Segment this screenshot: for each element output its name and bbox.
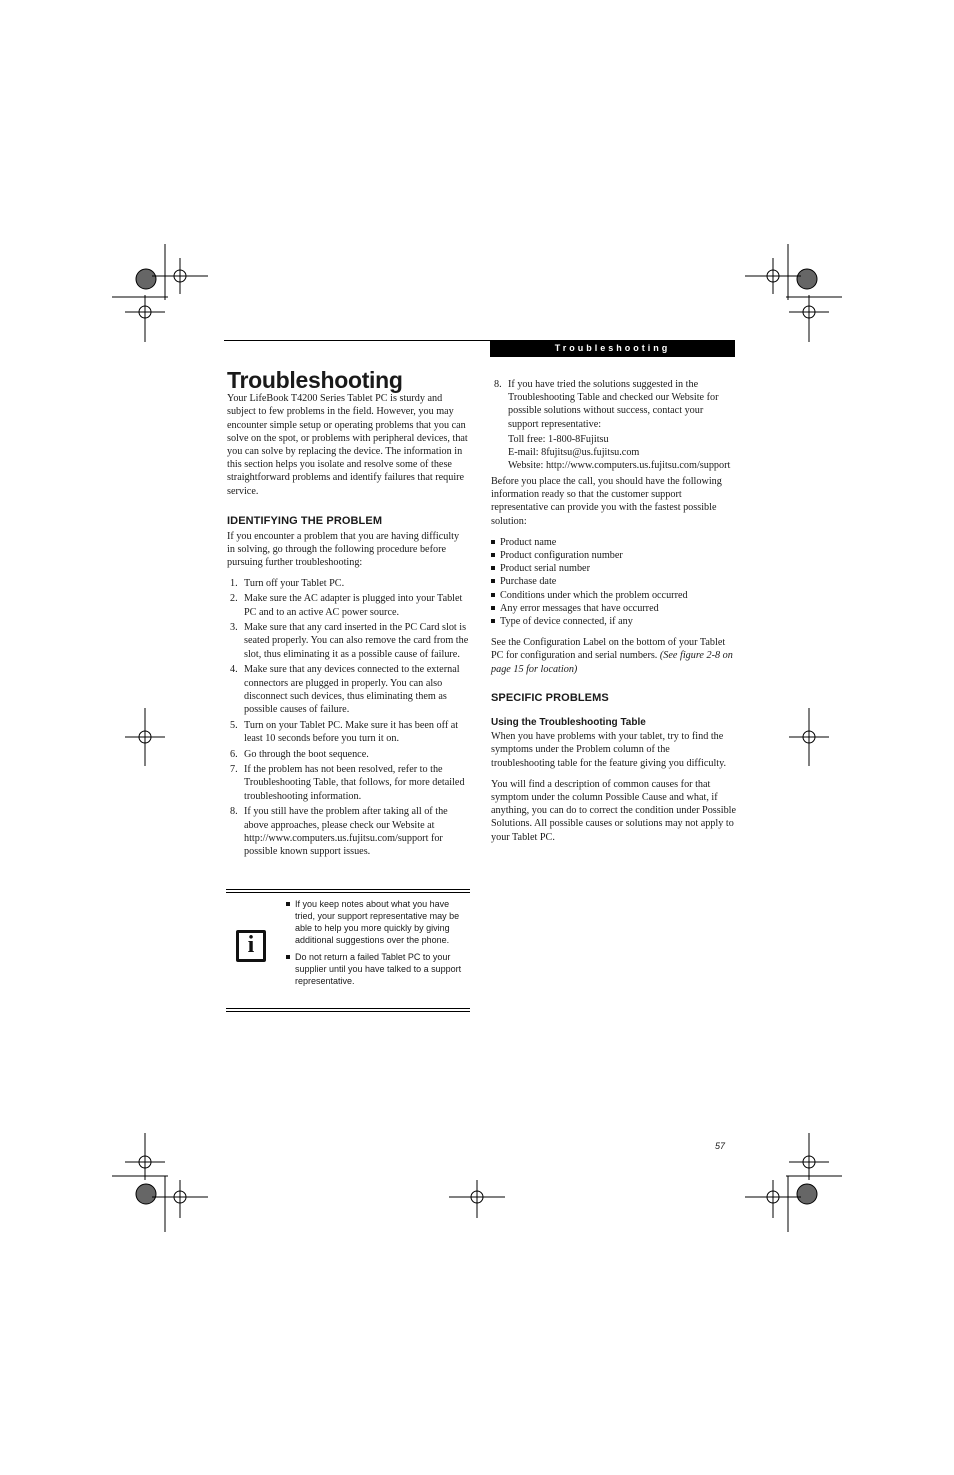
list-item: Do not return a failed Tablet PC to your supplier until you have talked to a support representative.: [286, 951, 464, 987]
list-item: 6. Go through the boot sequence.: [230, 748, 369, 760]
note-list: [286, 898, 464, 992]
note-box: [226, 889, 470, 1012]
list-item: Type of device connected, if any: [491, 615, 736, 628]
toll-free: Toll free: 1-800-8Fujitsu: [508, 433, 609, 445]
list-item: Product configuration number: [491, 549, 736, 562]
page-number: 57: [715, 1141, 726, 1151]
website: Website: http://www.computers.us.fujitsu.com/support: [508, 460, 731, 472]
list-item: Product serial number: [491, 562, 736, 575]
config-label-paragraph: See the Configuration Label on the bottom of your Tablet PC for configuration and serial numbers. (See figure 2-8 on page 15 for location): [491, 637, 733, 675]
list-item: Product name: [491, 536, 736, 549]
header-rule: [224, 340, 490, 341]
note-bottom-rule: [226, 1008, 470, 1009]
list-item: Any error messages that have occurred: [491, 602, 736, 615]
left-column: [227, 367, 469, 861]
list-item: Purchase date: [491, 575, 736, 588]
steps-list: [227, 577, 469, 859]
right-column: [491, 378, 736, 844]
list-item: 7. If the problem has not been resolved, refer to the Troubleshooting Table, that follows, for more detailed troubleshooting information.: [230, 764, 465, 802]
using-paragraph-2: You will find a description of common causes for that symptom under the column Possible Cause and what, if anything, you can do to correct the condition under Possible Solutions. All possible causes or solutions may not apply to your Tablet PC.: [491, 778, 737, 843]
identifying-heading: IDENTIFYING THE PROBLEM: [227, 514, 383, 527]
section-header-bar: Troubleshooting: [490, 340, 735, 357]
list-item: 2. Make sure the AC adapter is plugged into your Tablet PC and to an active AC power source.: [230, 593, 463, 618]
list-item: 8. If you still have the problem after taking all of the above approaches, please check our Website at http://www.computers.us.fujitsu.com/support for possible known support issues.: [230, 806, 448, 857]
list-item: 3. Make sure that any card inserted in the PC Card slot is seated properly. You can also remove the card from the slot, thus eliminating it as a possible cause of failure.: [230, 622, 469, 660]
identifying-lead: If you encounter a problem that you are having difficulty in solving, go through the following procedure before pursuing further troubleshooting:: [227, 531, 460, 569]
using-table-heading: Using the Troubleshooting Table: [491, 716, 646, 728]
list-item: 1. Turn off your Tablet PC.: [230, 577, 345, 589]
list-item: 4. Make sure that any devices connected to the external connectors are plugged in properly. You can also disconnect such devices, thus eliminating them as possible causes of failure.: [230, 664, 460, 715]
list-item: Conditions under which the problem occurred: [491, 589, 736, 602]
contact-step: [491, 378, 736, 472]
specific-problems-heading: SPECIFIC PROBLEMS: [491, 691, 609, 704]
info-list: [491, 536, 736, 628]
figure-reference: (See figure 2-8 on page 15 for location): [491, 650, 733, 675]
email: E-mail: 8fujitsu@us.fujitsu.com: [508, 447, 640, 459]
list-item: 8. If you have tried the solutions suggested in the Troubleshooting Table and checked our Website for possible solutions without success, contact your support representative: Toll free: 1-800-8Fujitsu E-mail: 8fujitsu@us.fujitsu.com Website: http://www.computers.us.fujitsu.com/support: [491, 378, 736, 472]
info-icon: i: [236, 930, 266, 962]
using-paragraph-1: When you have problems with your tablet, try to find the symptoms under the Problem column of the troubleshooting table for the feature giving you difficulty.: [491, 731, 727, 769]
intro-paragraph: Your LifeBook T4200 Series Tablet PC is sturdy and subject to few problems in the field. However, you may encounter simple setup or operating problems that you can solve on the spot, or problems with peripheral devices, that you can solve by replacing the device. The information in this section helps you isolate and resolve some of these straightforward problems and identify failures that require service.: [227, 393, 468, 497]
list-item: 5. Turn on your Tablet PC. Make sure it has been off at least 10 seconds before you turn it on.: [230, 719, 459, 744]
before-call-paragraph: Before you place the call, you should have the following information ready so that the customer support representative can provide you with the fastest possible solution:: [491, 475, 722, 527]
list-item: If you keep notes about what you have tried, your support representative may be able to help you more quickly by giving additional suggestions over the phone.: [286, 898, 464, 946]
page-title: Troubleshooting: [227, 367, 403, 393]
note-top-rule: [226, 889, 470, 890]
